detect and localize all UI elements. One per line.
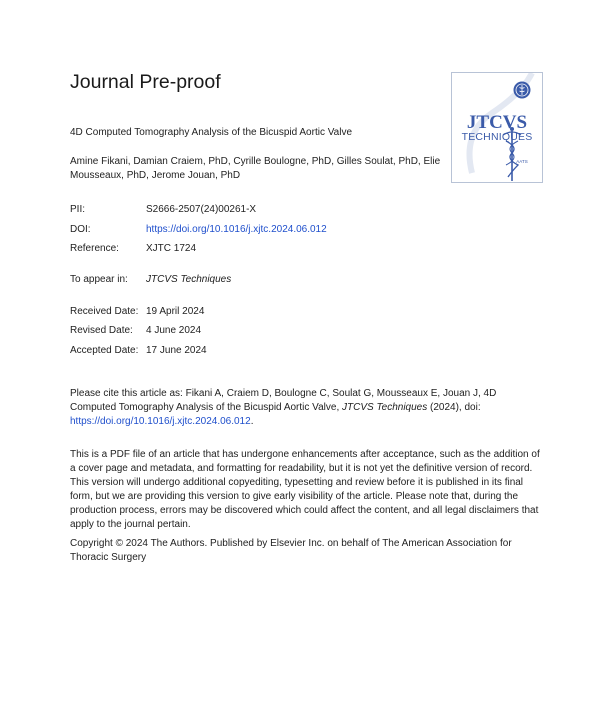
accepted-date-value: 17 June 2024	[146, 345, 207, 356]
citation-paragraph	[70, 387, 544, 429]
reference-row	[70, 243, 196, 254]
revised-date-row	[70, 325, 201, 336]
received-date-row	[70, 306, 204, 317]
pii-row	[70, 204, 256, 215]
citation-doi-link[interactable]: https://doi.org/10.1016/j.xjtc.2024.06.012	[70, 416, 251, 427]
disclaimer-text: This is a PDF file of an article that has undergone enhancements after acceptance, such as the addition of a cover page and metadata, and formatting for readability, but it is not yet the definitive version of record. This version will undergo additional copyediting, typesetting and review before it is published in its final form, but we are providing this version to give early visibility of the article. Please note that, during the production process, errors may be discovered which could affect the content, and all legal disclaimers that apply to the journal pertain.	[70, 449, 540, 530]
pii-value: S2666-2507(24)00261-X	[146, 204, 257, 215]
cover-brand-title: JTCVS	[466, 112, 528, 133]
doi-row	[70, 224, 327, 235]
journal-cover-thumbnail	[451, 72, 543, 183]
reference-value: XJTC 1724	[146, 243, 197, 254]
accepted-date-label: Accepted Date:	[70, 345, 139, 356]
doi-link[interactable]: https://doi.org/10.1016/j.xjtc.2024.06.012	[146, 224, 327, 235]
author-list	[70, 155, 442, 183]
received-date-label: Received Date:	[70, 306, 139, 317]
society-seal-icon	[514, 82, 531, 99]
citation-text: Please cite this article as: Fikani A, Craiem D, Boulogne C, Soulat G, Mousseaux E, Jouan J, 4D Computed Tomography Analysis of the Bicuspid Aortic Valve,	[70, 388, 497, 413]
pii-label: PII:	[70, 204, 86, 215]
page-heading: Journal Pre-proof	[70, 71, 221, 93]
citation-middle: (2024), doi:	[427, 402, 481, 413]
revised-date-label: Revised Date:	[70, 325, 133, 336]
appear-in-label: To appear in:	[70, 274, 128, 285]
society-label: AATS	[516, 159, 528, 164]
cover-subtitle: TECHNIQUES	[461, 131, 533, 143]
appear-in-journal: JTCVS Techniques	[146, 274, 232, 285]
revised-date-value: 4 June 2024	[146, 325, 202, 336]
copyright-text: Copyright © 2024 The Authors. Published by Elsevier Inc. on behalf of The American Association for Thoracic Surgery	[70, 538, 512, 563]
article-title: 4D Computed Tomography Analysis of the Bicuspid Aortic Valve	[70, 127, 353, 138]
accepted-date-row	[70, 345, 207, 356]
citation-journal: JTCVS Techniques	[342, 402, 428, 413]
reference-label: Reference:	[70, 243, 119, 254]
citation-suffix: .	[250, 416, 254, 427]
disclaimer-paragraph	[70, 448, 544, 532]
appear-in-row	[70, 274, 231, 285]
authors-line-2: Mousseaux, PhD, Jerome Jouan, PhD	[70, 170, 241, 181]
doi-label: DOI:	[70, 224, 91, 235]
copyright-paragraph	[70, 537, 544, 565]
received-date-value: 19 April 2024	[146, 306, 205, 317]
authors-line-1: Amine Fikani, Damian Craiem, PhD, Cyrille Boulogne, PhD, Gilles Soulat, PhD, Elie	[70, 156, 441, 167]
